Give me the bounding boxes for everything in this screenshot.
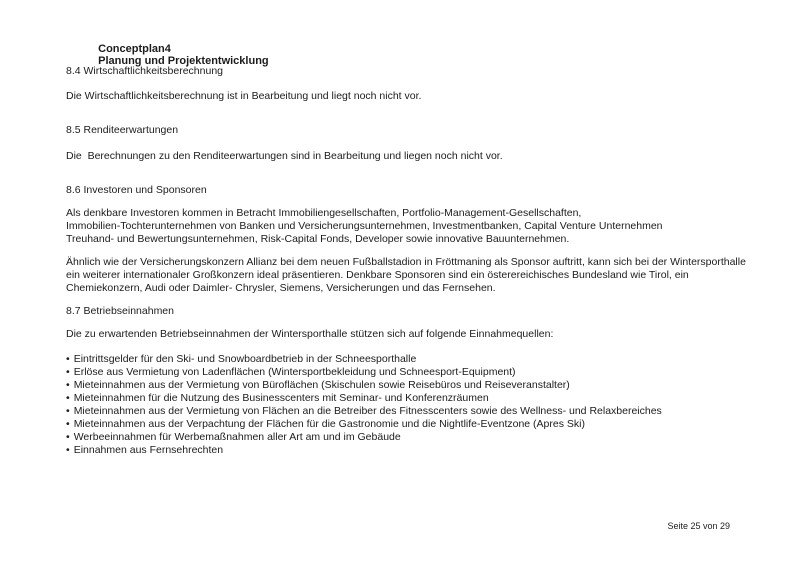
document-header <box>92 31 269 67</box>
bullet-text: Mieteinnahmen aus der Vermietung von Flächen an die Betreiber des Fitnesscenters sowie des Wellness- und Relaxbereiches <box>73 405 662 417</box>
section-8-6-paragraph-2 <box>66 256 746 295</box>
section-8-7-intro <box>66 328 553 341</box>
bullet-icon: • <box>66 366 70 378</box>
section-8-4-paragraph <box>66 90 421 103</box>
bullet-text: Einnahmen aus Fernsehrechten <box>73 444 224 456</box>
paragraph-line: Die zu erwartenden Betriebseinnahmen der Wintersporthalle stützen sich auf folgende Einnahmequellen: <box>66 328 554 340</box>
section-8-5-paragraph <box>66 150 503 163</box>
paragraph-line: Die Berechnungen zu den Renditeerwartungen sind in Bearbeitung und liegen noch nicht vor. <box>66 150 503 162</box>
bullet-icon: • <box>66 431 70 443</box>
paragraph-line: Ähnlich wie der Versicherungskonzern Allianz bei dem neuen Fußballstadion in Fröttmaning als Sponsor auftritt, kann sich bei der Wintersporthalle <box>66 256 746 268</box>
bullet-text: Mieteinnahmen aus der Verpachtung der Flächen für die Gastronomie und die Nightlife-Eventzone (Apres Ski) <box>73 418 585 430</box>
bullet-icon: • <box>66 444 70 456</box>
bullet-item <box>66 392 662 405</box>
paragraph-line: Immobilien-Tochterunternehmen von Banken und Versicherungsunternehmen, Investmentbanken, Capital Venture Unternehmen <box>66 220 663 232</box>
paragraph-line: ein weiterer internationaler Großkonzern ideal präsentieren. Denkbare Sponsoren sind ein österereichisches Bundesland wie Tirol, ein <box>66 269 689 281</box>
bullet-icon: • <box>66 392 70 404</box>
bullet-text: Mieteinnahmen aus der Vermietung von Büroflächen (Skischulen sowie Reisebüros und Reiseveranstalter) <box>73 379 570 391</box>
bullet-icon: • <box>66 379 70 391</box>
section-heading-8-6: 8.6 Investoren und Sponsoren <box>66 184 207 196</box>
bullet-item <box>66 431 662 444</box>
bullet-text: Eintrittsgelder für den Ski- und Snowboardbetrieb in der Schneesporthalle <box>73 353 417 365</box>
bullet-item <box>66 379 662 392</box>
bullet-text: Werbeeinnahmen für Werbemaßnahmen aller Art am und im Gebäude <box>73 431 401 443</box>
bullet-icon: • <box>66 418 70 430</box>
bullet-item <box>66 444 662 457</box>
bullet-icon: • <box>66 405 70 417</box>
bullet-text: Erlöse aus Vermietung von Ladenflächen (Wintersportbekleidung und Schneesport-Equipment) <box>73 366 516 378</box>
header-doc-title: Planung und Projektentwicklung <box>98 55 269 67</box>
paragraph-line: Als denkbare Investoren kommen in Betracht Immobiliengesellschaften, Portfolio-Management-Gesellschaften, <box>66 207 582 219</box>
section-8-6-paragraph-1 <box>66 207 663 246</box>
bullet-icon: • <box>66 353 70 365</box>
paragraph-line: Treuhand- und Bewertungsunternehmen, Risk-Capital Fonds, Developer sowie innovative Bauunternehmen. <box>66 233 570 245</box>
page-number: Seite 25 von 29 <box>667 521 730 531</box>
bullet-item <box>66 366 662 379</box>
bullet-item <box>66 353 662 366</box>
section-heading-8-4: 8.4 Wirtschaftlichkeitsberechnung <box>66 65 223 77</box>
section-heading-8-7: 8.7 Betriebseinnahmen <box>66 305 174 317</box>
revenue-bullet-list <box>66 353 662 457</box>
bullet-text: Mieteinnahmen für die Nutzung des Businesscenters mit Seminar- und Konferenzräumen <box>73 392 489 404</box>
header-product-name: Conceptplan4 <box>98 43 171 55</box>
bullet-item <box>66 405 662 418</box>
section-heading-8-5: 8.5 Renditeerwartungen <box>66 124 179 136</box>
paragraph-line: Chemiekonzern, Audi oder Daimler- Chrysler, Siemens, Versicherungen und das Fernsehen. <box>66 282 496 294</box>
paragraph-line: Die Wirtschaftlichkeitsberechnung ist in Bearbeitung und liegt noch nicht vor. <box>66 90 422 102</box>
bullet-item <box>66 418 662 431</box>
